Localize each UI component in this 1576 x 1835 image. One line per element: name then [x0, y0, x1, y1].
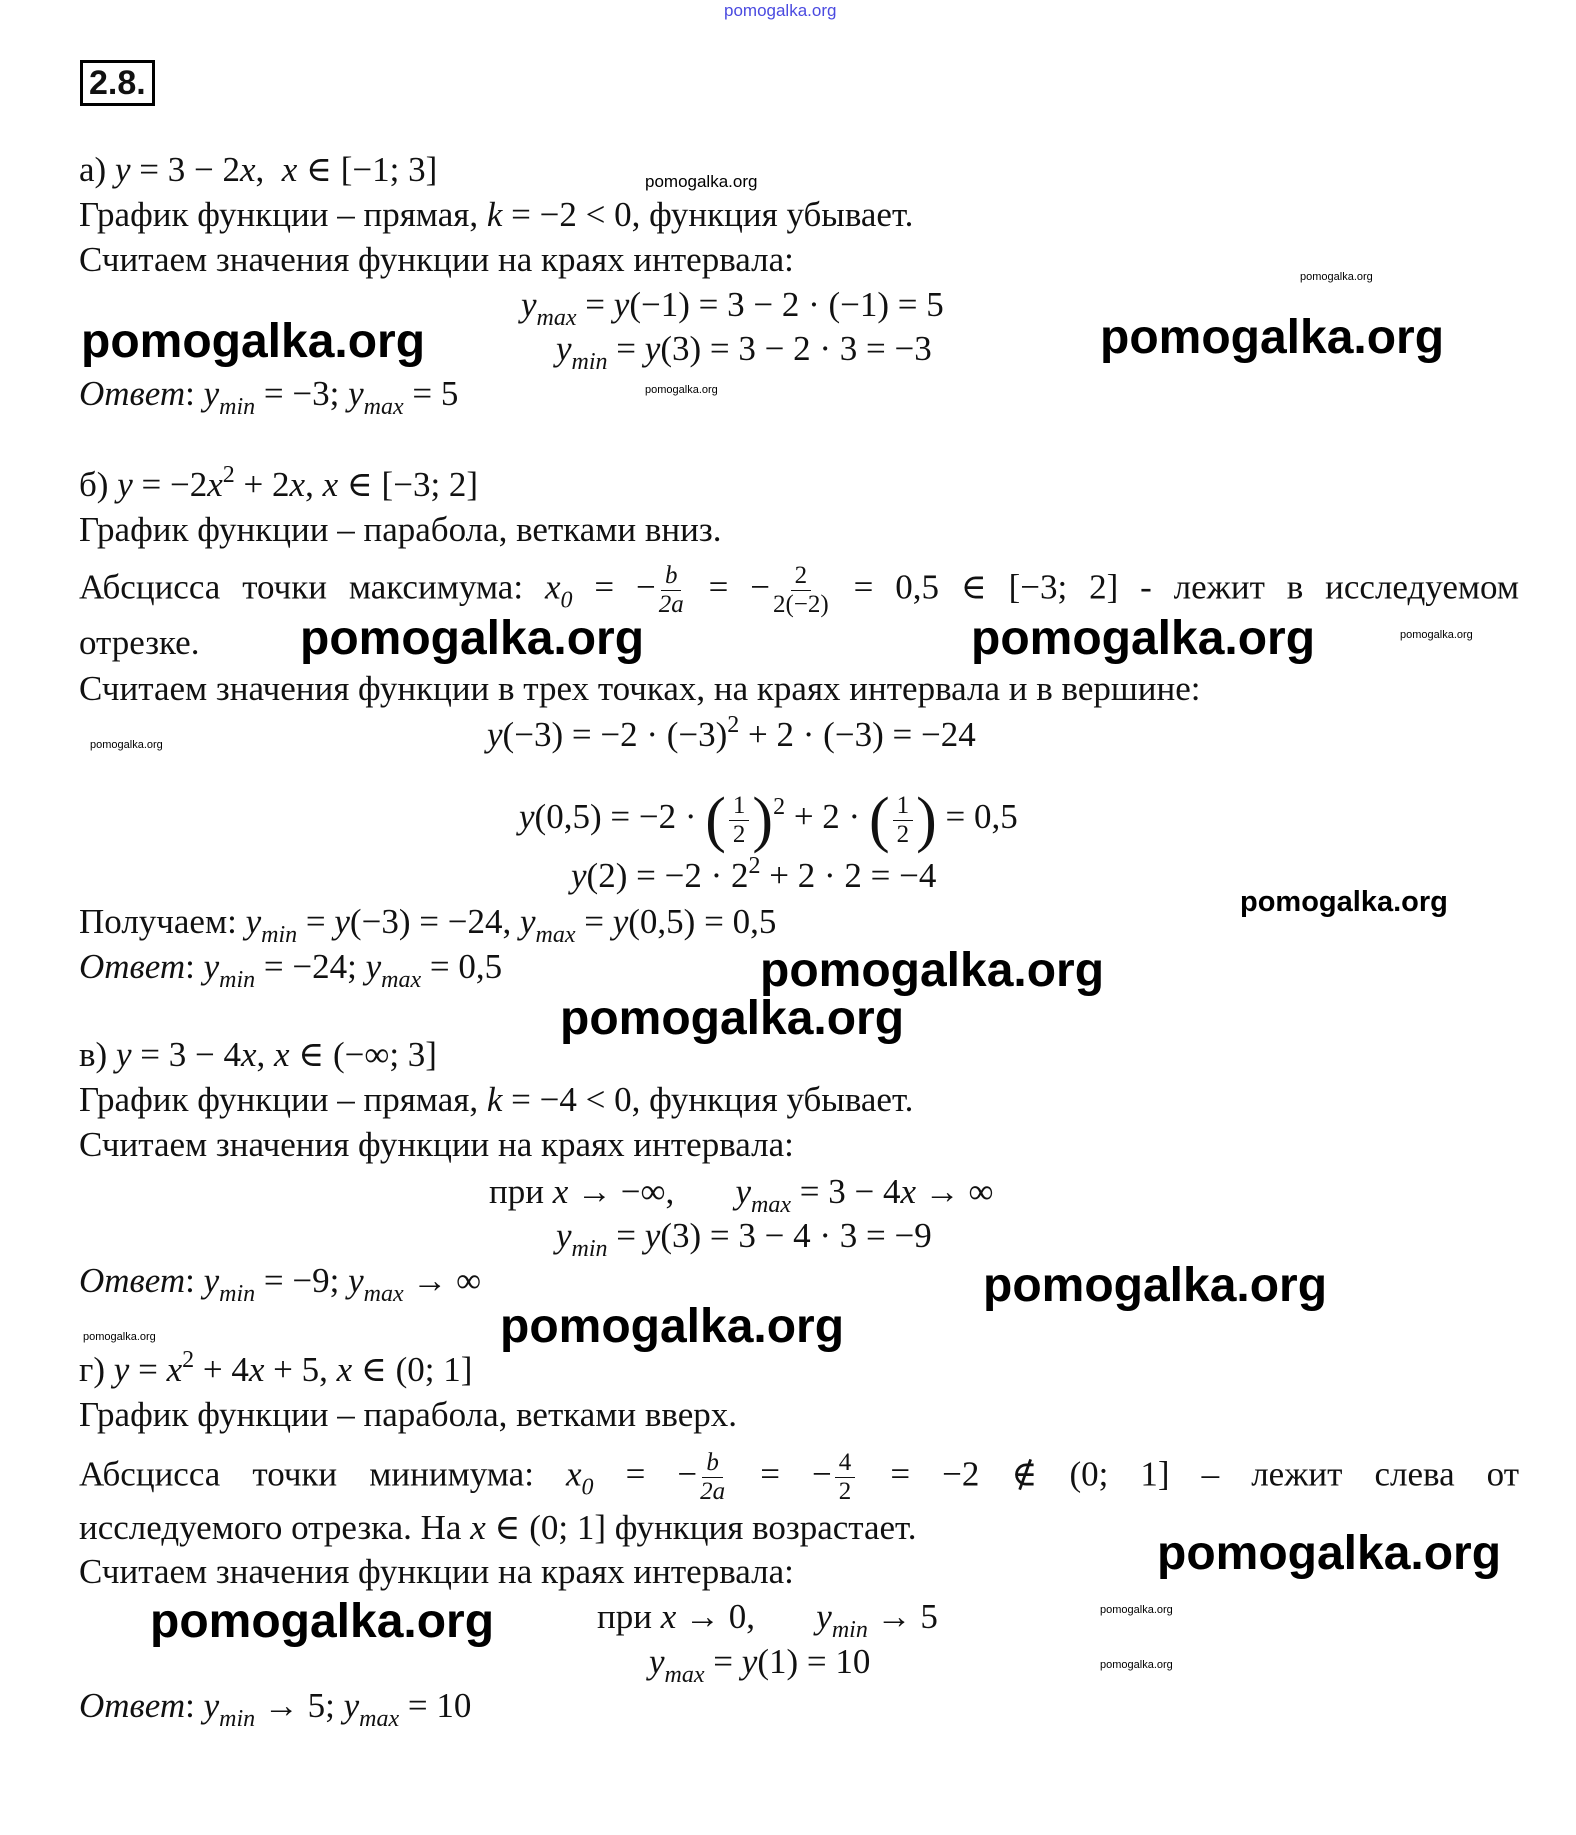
math-variable: x: [566, 1454, 582, 1494]
math-variable: x: [274, 1035, 290, 1074]
text-line: [556, 1214, 932, 1262]
text: → ∞: [403, 1261, 482, 1300]
text: = −: [686, 567, 770, 607]
math-variable: y: [487, 715, 503, 754]
text: = −2 < 0, функция убывает.: [502, 195, 914, 234]
math-variable: y: [343, 1686, 360, 1725]
text: = −24;: [255, 947, 366, 986]
text: (−3) = −2 · (−3): [502, 715, 728, 754]
watermark: pomogalka.org: [760, 944, 1105, 997]
text: → ∞: [916, 1172, 994, 1211]
fraction-denominator: 2: [896, 820, 910, 848]
subscript: min: [219, 1281, 256, 1307]
fraction: [659, 562, 684, 619]
subscript: min: [571, 349, 608, 375]
left-paren: (: [868, 786, 890, 854]
text-line: [79, 667, 1201, 711]
subscript: min: [261, 922, 298, 948]
text: → 5;: [255, 1686, 344, 1725]
math-variable: y: [644, 329, 661, 368]
math-variable: x: [552, 1172, 569, 1211]
subscript: min: [219, 1706, 256, 1732]
math-variable: y: [556, 1216, 572, 1255]
text-line: [489, 1170, 994, 1218]
text-line: [79, 1684, 472, 1732]
watermark: pomogalka.org: [971, 612, 1316, 665]
text-line: [79, 1259, 482, 1307]
text: а): [79, 150, 115, 189]
watermark: pomogalka.org: [1157, 1527, 1502, 1580]
text: + 2: [234, 465, 290, 504]
fraction: [729, 792, 750, 849]
text: = −2: [132, 465, 208, 504]
watermark: pomogalka.org: [81, 315, 426, 368]
text: Абсцисса точки максимума:: [79, 567, 545, 607]
text: Считаем значения функции на краях интервала:: [79, 1125, 794, 1164]
watermark-top: pomogalka.org: [724, 1, 837, 20]
math-variable: x: [289, 465, 306, 504]
math-variable: x: [900, 1172, 917, 1211]
text-line: [571, 854, 936, 898]
text-line: [79, 1550, 794, 1594]
text: :: [185, 947, 204, 986]
text: Считаем значения функции на краях интервала:: [79, 240, 794, 279]
watermark: pomogalka.org: [1100, 1604, 1173, 1616]
math-variable: Ответ: [79, 1686, 186, 1725]
text: ,: [305, 465, 323, 504]
fraction-numerator: 1: [729, 792, 750, 821]
text-line: [79, 193, 913, 237]
subscript: max: [751, 1192, 791, 1218]
text-line: [79, 372, 459, 420]
text: =: [607, 1216, 645, 1255]
text: в): [79, 1035, 116, 1074]
text: г): [79, 1350, 114, 1389]
math-variable: k: [486, 1080, 503, 1119]
watermark: pomogalka.org: [300, 612, 645, 665]
fraction: [700, 1449, 725, 1506]
text: =: [129, 1350, 167, 1389]
math-variable: y: [114, 150, 131, 189]
text-line: [79, 1033, 437, 1077]
math-variable: x: [660, 1597, 677, 1636]
text: ∈ [−3; 2]: [338, 465, 479, 504]
text: (−3) = −24,: [349, 902, 520, 941]
text: = 0,5: [421, 947, 503, 986]
subscript: max: [363, 1281, 404, 1307]
math-variable: y: [348, 1261, 364, 1300]
text: + 5,: [264, 1350, 337, 1389]
text-line: [487, 713, 976, 757]
parenthesized-fraction: [868, 786, 937, 854]
text: =: [704, 1642, 742, 1681]
text: = −: [593, 1454, 698, 1494]
subscript: max: [359, 1706, 400, 1732]
text-line: [79, 148, 437, 192]
text-line: [79, 562, 1519, 619]
text-line: [79, 238, 794, 282]
watermark: pomogalka.org: [83, 1331, 156, 1343]
text: → 5: [867, 1597, 938, 1636]
math-variable: x: [239, 150, 256, 189]
fraction-denominator: 2a: [658, 591, 684, 618]
subscript: max: [536, 305, 577, 331]
subscript: 0: [581, 1474, 594, 1501]
text: ∈ (0; 1] функция возрастает.: [485, 1508, 917, 1547]
math-variable: y: [203, 374, 220, 413]
math-variable: x: [322, 465, 339, 504]
text-line: [521, 283, 944, 331]
text: График функции – парабола, ветками вверх.: [79, 1395, 738, 1434]
math-variable: y: [203, 1686, 220, 1725]
text: =: [576, 285, 614, 324]
subscript: min: [571, 1236, 608, 1262]
text: → −∞,: [568, 1172, 736, 1211]
right-paren: ): [752, 786, 774, 854]
math-variable: y: [521, 285, 537, 324]
math-variable: y: [612, 902, 629, 941]
text: = −2 ∉ (0; 1] – лежит слева от: [858, 1454, 1520, 1494]
text: (0,5) = −2 ·: [534, 797, 706, 837]
problem-number: 2.8.: [80, 60, 155, 106]
watermark: pomogalka.org: [983, 1259, 1328, 1312]
text: ,: [255, 150, 282, 189]
watermark: pomogalka.org: [1300, 271, 1373, 283]
text-line: [519, 786, 1018, 854]
fraction: [773, 562, 829, 619]
text: =: [607, 329, 645, 368]
text: + 2 · (−3) = −24: [739, 715, 976, 754]
text: + 4: [194, 1350, 249, 1389]
math-variable: k: [486, 195, 503, 234]
text-line: [79, 1449, 1519, 1506]
text: График функции – прямая,: [79, 1080, 487, 1119]
math-variable: x: [248, 1350, 265, 1389]
watermark: pomogalka.org: [645, 172, 758, 191]
text: = −4 < 0, функция убывает.: [502, 1080, 914, 1119]
fraction-numerator: 4: [835, 1449, 856, 1478]
text: ,: [256, 1035, 275, 1074]
text-line: [649, 1640, 871, 1688]
text: исследуемого отрезка. На: [79, 1508, 471, 1547]
superscript: 2: [727, 712, 740, 738]
math-variable: y: [245, 902, 262, 941]
fraction-numerator: 1: [893, 792, 914, 821]
text: = 3 − 4: [131, 1035, 241, 1074]
watermark: pomogalka.org: [1100, 311, 1445, 364]
superscript: 2: [773, 794, 786, 821]
math-variable: Ответ: [79, 374, 186, 413]
left-paren: (: [705, 786, 726, 854]
subscript: min: [219, 394, 256, 420]
math-variable: y: [519, 902, 536, 941]
math-variable: y: [365, 947, 382, 986]
text: =: [297, 902, 335, 941]
text: = −: [728, 1454, 832, 1494]
text-line: [79, 1348, 472, 1392]
text: при: [489, 1172, 553, 1211]
text: (1) = 10: [757, 1642, 871, 1681]
math-variable: y: [644, 1216, 661, 1255]
text: = 10: [399, 1686, 472, 1725]
text: = 5: [403, 374, 459, 413]
text: (3) = 3 − 4 · 3 = −9: [660, 1216, 932, 1255]
text: ∈ (0; 1]: [352, 1350, 473, 1389]
text: = −9;: [255, 1261, 349, 1300]
math-variable: y: [203, 1261, 220, 1300]
text-line: [79, 1393, 737, 1437]
text: (−1) = 3 − 2 · (−1) = 5: [629, 285, 944, 324]
math-variable: y: [203, 947, 220, 986]
text-line: [79, 945, 503, 993]
math-variable: y: [334, 902, 350, 941]
fraction-denominator: 2: [838, 1478, 852, 1505]
text-line: [79, 508, 721, 552]
text: отрезке.: [79, 623, 200, 662]
text: Абсцисса точки минимума:: [79, 1454, 566, 1494]
text: Считаем значения функции на краях интервала:: [79, 1552, 794, 1591]
math-variable: x: [470, 1508, 486, 1547]
text: + 2 ·: [785, 797, 869, 837]
math-variable: Ответ: [79, 1261, 186, 1300]
text: :: [185, 374, 204, 413]
text: б): [79, 465, 118, 504]
math-variable: x: [166, 1350, 183, 1389]
text: =: [575, 902, 613, 941]
text: = −3;: [255, 374, 349, 413]
subscript: min: [219, 967, 256, 993]
superscript: 2: [748, 853, 761, 879]
text-line: [556, 327, 932, 375]
watermark: pomogalka.org: [500, 1300, 845, 1353]
math-variable: y: [348, 374, 364, 413]
text-line: [79, 621, 199, 665]
watermark: pomogalka.org: [645, 384, 718, 396]
math-variable: y: [649, 1642, 665, 1681]
watermark: pomogalka.org: [1240, 886, 1448, 918]
watermark: pomogalka.org: [1400, 629, 1473, 641]
fraction-numerator: b: [702, 1449, 723, 1478]
text: = −: [572, 567, 656, 607]
subscript: max: [664, 1662, 705, 1688]
text: = 0,5: [936, 797, 1018, 837]
subscript: min: [831, 1617, 868, 1643]
math-variable: y: [816, 1597, 832, 1636]
math-variable: y: [735, 1172, 752, 1211]
fraction-denominator: 2: [732, 820, 746, 848]
math-variable: x: [207, 465, 223, 504]
fraction-denominator: 2(−2): [772, 591, 829, 618]
math-variable: x: [281, 150, 298, 189]
text-line: [79, 1078, 913, 1122]
right-paren: ): [916, 786, 937, 854]
watermark: pomogalka.org: [90, 739, 163, 751]
math-variable: x: [336, 1350, 353, 1389]
subscript: 0: [560, 587, 573, 614]
text: График функции – парабола, ветками вниз.: [79, 510, 722, 549]
watermark: pomogalka.org: [1100, 1659, 1173, 1671]
text: (2) = −2 · 2: [586, 856, 749, 895]
text: = 3 − 4: [791, 1172, 901, 1211]
text: Получаем:: [79, 902, 246, 941]
text: = 3 − 2: [130, 150, 240, 189]
subscript: max: [363, 394, 404, 420]
math-variable: y: [115, 1035, 132, 1074]
text: → 0,: [676, 1597, 817, 1636]
text-line: [597, 1595, 938, 1643]
text-line: [79, 1123, 794, 1167]
watermark: pomogalka.org: [150, 1595, 495, 1648]
text: (3) = 3 − 2 · 3 = −3: [660, 329, 932, 368]
math-variable: y: [117, 465, 133, 504]
text-line: [79, 463, 478, 507]
fraction-numerator: b: [661, 562, 682, 591]
parenthesized-fraction: [705, 786, 774, 854]
fraction: [835, 1449, 856, 1506]
text: :: [185, 1686, 204, 1725]
math-variable: x: [544, 567, 561, 607]
watermark: pomogalka.org: [560, 992, 905, 1045]
text: Считаем значения функции в трех точках, на краях интервала и в вершине:: [79, 669, 1201, 708]
text: :: [185, 1261, 204, 1300]
text-line: [79, 900, 777, 948]
text: ∈ (−∞; 3]: [289, 1035, 437, 1074]
text-line: [79, 1506, 916, 1550]
text: при: [597, 1597, 661, 1636]
text: = 0,5 ∈ [−3; 2] - лежит в исследуемом: [831, 567, 1519, 607]
math-variable: y: [556, 329, 572, 368]
fraction-denominator: 2a: [700, 1478, 726, 1505]
math-variable: y: [519, 797, 535, 837]
math-variable: x: [240, 1035, 257, 1074]
math-variable: y: [571, 856, 587, 895]
text: (0,5) = 0,5: [628, 902, 777, 941]
fraction-numerator: 2: [791, 562, 812, 591]
fraction: [893, 792, 914, 849]
superscript: 2: [182, 1347, 195, 1373]
text: ∈ [−1; 3]: [297, 150, 438, 189]
subscript: max: [535, 922, 576, 948]
math-variable: y: [741, 1642, 758, 1681]
math-variable: y: [113, 1350, 130, 1389]
text: График функции – прямая,: [79, 195, 487, 234]
math-variable: Ответ: [79, 947, 186, 986]
text: + 2 · 2 = −4: [760, 856, 937, 895]
math-variable: y: [613, 285, 630, 324]
superscript: 2: [222, 462, 235, 488]
subscript: max: [381, 967, 422, 993]
